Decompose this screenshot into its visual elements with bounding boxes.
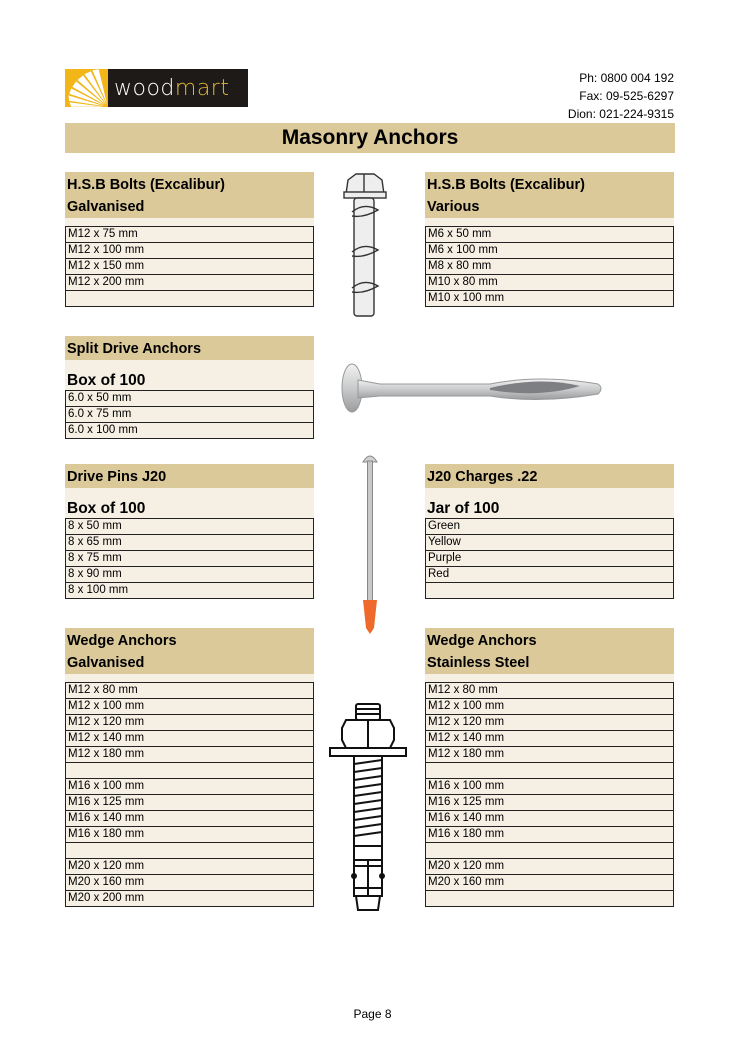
wedge-anchor-icon bbox=[328, 702, 408, 912]
drive-pin-icon bbox=[358, 450, 382, 634]
table-row bbox=[66, 407, 314, 423]
product-size-cell: M16 x 100 mm bbox=[426, 779, 674, 795]
page-title: Masonry Anchors bbox=[281, 126, 459, 149]
product-size-cell: Red bbox=[426, 567, 674, 583]
table-row bbox=[66, 875, 314, 891]
table-row bbox=[426, 519, 674, 535]
table-row bbox=[66, 291, 314, 307]
table-row bbox=[426, 275, 674, 291]
table-row bbox=[66, 827, 314, 843]
product-size-cell: M12 x 100 mm bbox=[66, 243, 314, 259]
table-row bbox=[66, 535, 314, 551]
section-subtitle: Galvanised bbox=[67, 199, 145, 215]
table-row bbox=[66, 859, 314, 875]
section-title: H.S.B Bolts (Excalibur) bbox=[427, 177, 585, 193]
table-row bbox=[426, 891, 674, 907]
page-number: Page 8 bbox=[353, 1007, 392, 1021]
product-table bbox=[65, 518, 314, 599]
fan-logo-icon bbox=[65, 69, 108, 107]
drive-pin-image bbox=[358, 450, 382, 639]
section-title: J20 Charges .22 bbox=[427, 469, 538, 485]
section-title: Wedge Anchors bbox=[67, 633, 177, 649]
product-size-cell: M12 x 80 mm bbox=[426, 683, 674, 699]
table-row bbox=[66, 891, 314, 907]
hsb-bolt-image bbox=[340, 172, 390, 327]
section-title: Wedge Anchors bbox=[427, 633, 537, 649]
pack-size: Jar of 100 bbox=[425, 488, 674, 518]
table-row bbox=[66, 583, 314, 599]
product-size-cell: M12 x 140 mm bbox=[426, 731, 674, 747]
section-subtitle: Various bbox=[427, 199, 480, 215]
product-size-cell: M20 x 120 mm bbox=[426, 859, 674, 875]
table-row bbox=[426, 583, 674, 599]
section-split-drive-anchors bbox=[65, 336, 314, 439]
dion-number: Dion: 021-224-9315 bbox=[567, 107, 674, 121]
product-size-cell bbox=[426, 843, 674, 859]
table-row bbox=[66, 747, 314, 763]
table-row bbox=[426, 567, 674, 583]
product-size-cell bbox=[426, 891, 674, 907]
section-heading bbox=[425, 628, 674, 674]
section-drive-pins bbox=[65, 464, 314, 599]
product-size-cell bbox=[66, 843, 314, 859]
product-size-cell: M16 x 140 mm bbox=[66, 811, 314, 827]
product-size-cell: M6 x 50 mm bbox=[426, 227, 674, 243]
product-size-cell: M8 x 80 mm bbox=[426, 259, 674, 275]
product-size-cell: M10 x 80 mm bbox=[426, 275, 674, 291]
table-row bbox=[426, 535, 674, 551]
logo-wordmark bbox=[108, 69, 248, 107]
table-row bbox=[66, 275, 314, 291]
table-row bbox=[66, 715, 314, 731]
pack-size: Box of 100 bbox=[65, 488, 314, 518]
section-title: H.S.B Bolts (Excalibur) bbox=[67, 177, 225, 193]
table-row bbox=[66, 779, 314, 795]
section-hsb-various bbox=[425, 172, 674, 307]
spacer bbox=[425, 674, 674, 682]
product-size-cell: M16 x 125 mm bbox=[426, 795, 674, 811]
section-heading bbox=[65, 172, 314, 218]
split-drive-anchor-image bbox=[340, 358, 605, 423]
product-size-cell: Yellow bbox=[426, 535, 674, 551]
section-wedge-anchors-galvanised bbox=[65, 628, 314, 907]
section-j20-charges bbox=[425, 464, 674, 599]
product-size-cell: M12 x 120 mm bbox=[426, 715, 674, 731]
table-row bbox=[426, 747, 674, 763]
section-title: Drive Pins J20 bbox=[67, 469, 167, 485]
product-size-cell bbox=[66, 291, 314, 307]
table-row bbox=[66, 519, 314, 535]
section-heading bbox=[65, 628, 314, 674]
product-size-cell: 8 x 75 mm bbox=[66, 551, 314, 567]
product-size-cell: M16 x 100 mm bbox=[66, 779, 314, 795]
product-size-cell: M12 x 200 mm bbox=[66, 275, 314, 291]
product-size-cell: 8 x 65 mm bbox=[66, 535, 314, 551]
section-subtitle: Stainless Steel bbox=[427, 655, 530, 671]
contact-info bbox=[568, 69, 674, 123]
product-size-cell: M12 x 75 mm bbox=[66, 227, 314, 243]
product-size-cell: M12 x 150 mm bbox=[66, 259, 314, 275]
table-row bbox=[66, 731, 314, 747]
product-size-cell: 6.0 x 75 mm bbox=[66, 407, 314, 423]
woodmart-logo bbox=[65, 69, 248, 107]
product-size-cell: M16 x 140 mm bbox=[426, 811, 674, 827]
table-row bbox=[426, 243, 674, 259]
section-heading bbox=[425, 172, 674, 218]
table-row bbox=[426, 763, 674, 779]
product-size-cell bbox=[426, 583, 674, 599]
product-size-cell: M12 x 80 mm bbox=[66, 683, 314, 699]
product-size-cell: Purple bbox=[426, 551, 674, 567]
table-row bbox=[66, 763, 314, 779]
table-row bbox=[426, 291, 674, 307]
product-size-cell: 8 x 90 mm bbox=[66, 567, 314, 583]
table-row bbox=[66, 567, 314, 583]
table-row bbox=[426, 875, 674, 891]
table-row bbox=[66, 259, 314, 275]
phone-number: Ph: 0800 004 192 bbox=[579, 71, 674, 85]
table-row bbox=[426, 259, 674, 275]
table-row bbox=[66, 551, 314, 567]
product-size-cell: Green bbox=[426, 519, 674, 535]
table-row bbox=[426, 683, 674, 699]
table-row bbox=[66, 243, 314, 259]
section-hsb-galvanised bbox=[65, 172, 314, 307]
product-size-cell: M16 x 180 mm bbox=[426, 827, 674, 843]
section-title: Split Drive Anchors bbox=[67, 341, 202, 357]
section-heading bbox=[425, 464, 674, 488]
logo-text-mart: mart bbox=[174, 75, 230, 101]
product-size-cell: M16 x 125 mm bbox=[66, 795, 314, 811]
product-size-cell: M6 x 100 mm bbox=[426, 243, 674, 259]
table-row bbox=[426, 811, 674, 827]
table-row bbox=[66, 423, 314, 439]
table-row bbox=[426, 843, 674, 859]
screw-bolt-icon bbox=[340, 172, 390, 322]
product-table bbox=[65, 390, 314, 439]
table-row bbox=[426, 795, 674, 811]
product-table bbox=[425, 226, 674, 307]
product-size-cell bbox=[426, 763, 674, 779]
fax-number: Fax: 09-525-6297 bbox=[579, 89, 674, 103]
product-table bbox=[65, 226, 314, 307]
product-size-cell: M12 x 120 mm bbox=[66, 715, 314, 731]
section-heading bbox=[65, 464, 314, 488]
table-row bbox=[426, 779, 674, 795]
product-size-cell: M20 x 160 mm bbox=[66, 875, 314, 891]
logo-text-wood: wood bbox=[114, 75, 175, 101]
section-wedge-anchors-stainless bbox=[425, 628, 674, 907]
product-size-cell: M16 x 180 mm bbox=[66, 827, 314, 843]
product-size-cell: M10 x 100 mm bbox=[426, 291, 674, 307]
table-row bbox=[66, 795, 314, 811]
product-size-cell: M12 x 180 mm bbox=[426, 747, 674, 763]
table-row bbox=[426, 715, 674, 731]
product-size-cell: 6.0 x 100 mm bbox=[66, 423, 314, 439]
spacer bbox=[425, 218, 674, 226]
product-size-cell bbox=[66, 763, 314, 779]
table-row bbox=[66, 811, 314, 827]
table-row bbox=[426, 731, 674, 747]
product-size-cell: 8 x 50 mm bbox=[66, 519, 314, 535]
wedge-anchor-image bbox=[328, 702, 408, 917]
split-drive-anchor-icon bbox=[340, 358, 605, 418]
product-size-cell: M20 x 200 mm bbox=[66, 891, 314, 907]
table-row bbox=[426, 551, 674, 567]
product-size-cell: M20 x 160 mm bbox=[426, 875, 674, 891]
product-table bbox=[425, 682, 674, 907]
section-heading bbox=[65, 336, 314, 360]
page-title-bar bbox=[65, 123, 675, 153]
product-size-cell: 6.0 x 50 mm bbox=[66, 391, 314, 407]
product-size-cell: M12 x 180 mm bbox=[66, 747, 314, 763]
product-size-cell: M12 x 100 mm bbox=[426, 699, 674, 715]
table-row bbox=[66, 227, 314, 243]
table-row bbox=[426, 859, 674, 875]
table-row bbox=[426, 827, 674, 843]
product-size-cell: 8 x 100 mm bbox=[66, 583, 314, 599]
product-table bbox=[425, 518, 674, 599]
table-row bbox=[66, 843, 314, 859]
table-row bbox=[66, 699, 314, 715]
product-size-cell: M12 x 100 mm bbox=[66, 699, 314, 715]
pack-size: Box of 100 bbox=[65, 360, 314, 390]
product-size-cell: M12 x 140 mm bbox=[66, 731, 314, 747]
product-size-cell: M20 x 120 mm bbox=[66, 859, 314, 875]
table-row bbox=[426, 227, 674, 243]
spacer bbox=[65, 218, 314, 226]
product-table bbox=[65, 682, 314, 907]
spacer bbox=[65, 674, 314, 682]
table-row bbox=[426, 699, 674, 715]
section-subtitle: Galvanised bbox=[67, 655, 145, 671]
table-row bbox=[66, 391, 314, 407]
table-row bbox=[66, 683, 314, 699]
